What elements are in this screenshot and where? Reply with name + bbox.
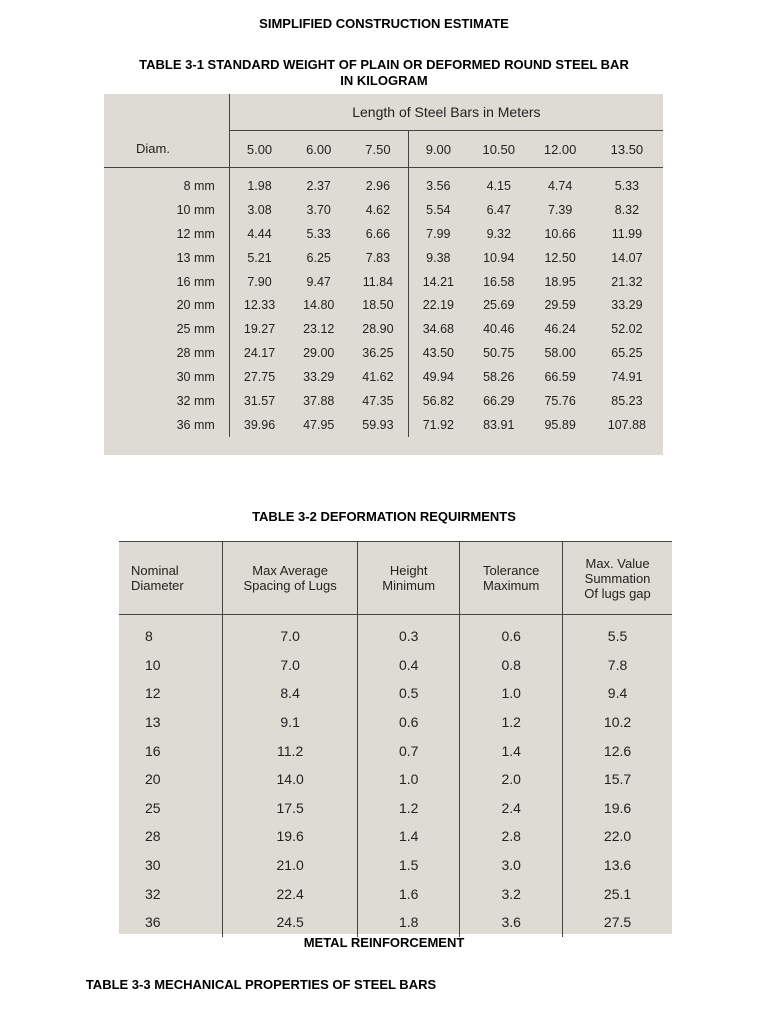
table-row <box>104 168 663 198</box>
value-cell: 24.5 <box>223 908 358 937</box>
nominal-diameter: 16 <box>145 742 161 759</box>
weight-cell: 3.56 <box>408 168 468 198</box>
value-cell: 8.4 <box>223 679 358 708</box>
length-span-header: Length of Steel Bars in Meters <box>229 94 663 131</box>
value-cell: 0.6 <box>460 615 563 651</box>
weight-cell: 31.57 <box>229 389 289 413</box>
weight-cell: 19.27 <box>229 317 289 341</box>
bar-diameter: 36 mm <box>176 417 215 432</box>
table-row <box>104 270 663 294</box>
table-3-3-caption: TABLE 3-3 MECHANICAL PROPERTIES OF STEEL BARS <box>85 977 437 992</box>
weight-cell: 58.00 <box>544 346 576 361</box>
table-row <box>104 198 663 222</box>
nominal-diameter: 25 <box>145 799 161 816</box>
table-3-2-caption: TABLE 3-2 DEFORMATION REQUIRMENTS <box>252 509 516 524</box>
weight-cell: 2.37 <box>306 178 331 193</box>
weight-cell: 14.80 <box>303 298 335 313</box>
weight-cell: 28.90 <box>362 322 394 337</box>
value-cell: 9.4 <box>563 679 672 708</box>
weight-cell: 29.00 <box>303 346 335 361</box>
weight-cell: 11.84 <box>362 274 394 289</box>
weight-cell: 29.59 <box>544 298 576 313</box>
weight-cell: 46.24 <box>544 322 576 337</box>
weight-cell: 36.25 <box>362 346 394 361</box>
value-cell: 3.6 <box>460 908 563 937</box>
table-row <box>104 293 663 317</box>
value-cell: 7.0 <box>223 651 358 680</box>
weight-cell: 40.46 <box>483 322 515 337</box>
weight-cell: 34.68 <box>408 317 468 341</box>
nominal-diameter: 36 <box>145 914 161 931</box>
weight-cell: 52.02 <box>611 322 643 337</box>
value-cell: 0.8 <box>460 651 563 680</box>
table-row <box>119 651 672 680</box>
table-3-1-caption-line1: TABLE 3-1 STANDARD WEIGHT OF PLAIN OR DEFORMED ROUND STEEL BAR <box>139 57 629 72</box>
weight-cell: 14.21 <box>408 270 468 294</box>
weight-cell: 10.94 <box>483 250 515 265</box>
value-cell: 14.0 <box>223 765 358 794</box>
length-header: 5.00 <box>229 131 289 168</box>
weight-cell: 5.21 <box>229 246 289 270</box>
weight-cell: 8.32 <box>614 202 640 217</box>
weight-cell: 50.75 <box>483 346 515 361</box>
weight-cell: 95.89 <box>544 417 576 432</box>
value-cell: 22.4 <box>223 879 358 908</box>
column-header-line: Max. Value <box>585 555 650 571</box>
column-header <box>119 542 223 615</box>
weight-cell: 18.50 <box>362 298 394 313</box>
weight-cell: 4.74 <box>547 178 573 193</box>
nominal-diameter: 28 <box>145 828 161 845</box>
weight-cell: 58.26 <box>483 370 515 385</box>
weight-cell: 27.75 <box>229 365 289 389</box>
column-header-line: Minimum <box>382 578 436 593</box>
column-header <box>223 542 358 615</box>
value-cell: 11.2 <box>223 736 358 765</box>
bar-diameter: 8 mm <box>183 178 215 193</box>
weight-cell: 16.58 <box>483 274 515 289</box>
weight-cell: 74.91 <box>611 370 643 385</box>
weight-cell: 7.99 <box>408 222 468 246</box>
weight-cell: 85.23 <box>611 393 643 408</box>
length-header: 10.50 <box>468 131 529 168</box>
table-row <box>104 389 663 413</box>
table-row <box>119 679 672 708</box>
weight-cell: 47.95 <box>303 417 335 432</box>
value-cell: 2.0 <box>460 765 563 794</box>
nominal-diameter: 20 <box>145 771 161 788</box>
table-row <box>104 365 663 389</box>
weight-cell: 5.33 <box>614 178 640 193</box>
weight-cell: 6.47 <box>486 202 511 217</box>
value-cell: 22.0 <box>563 822 672 851</box>
weight-cell: 23.12 <box>303 322 335 337</box>
weight-cell: 107.88 <box>607 417 647 432</box>
table-row <box>119 908 672 937</box>
length-header: 13.50 <box>591 131 663 168</box>
weight-cell: 9.47 <box>306 274 331 289</box>
table-3-1-caption <box>0 57 768 89</box>
weight-cell: 10.66 <box>544 226 576 241</box>
column-header <box>357 542 459 615</box>
table-row <box>104 341 663 365</box>
weight-cell: 21.32 <box>611 274 643 289</box>
column-header-line: Diameter <box>131 578 184 593</box>
table-row <box>119 822 672 851</box>
value-cell: 0.5 <box>357 679 459 708</box>
weight-cell: 5.54 <box>408 198 468 222</box>
weight-cell: 47.35 <box>362 393 394 408</box>
table-row <box>104 317 663 341</box>
section-heading: METAL REINFORCEMENT <box>303 935 465 950</box>
weight-cell: 41.62 <box>362 370 394 385</box>
value-cell: 0.4 <box>357 651 459 680</box>
table-row <box>119 879 672 908</box>
value-cell: 0.3 <box>357 615 459 651</box>
table-row <box>119 708 672 737</box>
weight-cell: 3.70 <box>306 202 331 217</box>
column-header <box>563 542 672 615</box>
weight-cell: 7.90 <box>229 270 289 294</box>
weight-cell: 66.29 <box>483 393 515 408</box>
table-row <box>119 615 672 651</box>
value-cell: 12.6 <box>563 736 672 765</box>
bar-diameter: 16 mm <box>176 274 215 289</box>
value-cell: 1.0 <box>460 679 563 708</box>
bar-diameter: 10 mm <box>176 202 215 217</box>
weight-cell: 1.98 <box>229 168 289 198</box>
weight-cell: 71.92 <box>408 413 468 437</box>
nominal-diameter: 32 <box>145 885 161 902</box>
weight-cell: 7.83 <box>365 250 391 265</box>
table-row <box>104 246 663 270</box>
column-header-line: Of lugs gap <box>584 585 651 601</box>
diam-header: Diam. <box>104 131 229 168</box>
weight-cell: 11.99 <box>611 226 643 241</box>
weight-cell: 25.69 <box>483 298 515 313</box>
column-header-line: Height <box>389 563 428 578</box>
nominal-diameter: 13 <box>145 714 161 731</box>
weight-cell: 9.32 <box>486 226 511 241</box>
value-cell: 1.5 <box>357 851 459 880</box>
weight-cell: 12.50 <box>544 250 576 265</box>
table-row <box>119 765 672 794</box>
weight-cell: 83.91 <box>483 417 515 432</box>
value-cell: 1.8 <box>357 908 459 937</box>
value-cell: 19.6 <box>563 794 672 823</box>
value-cell: 3.2 <box>460 879 563 908</box>
table-3-2-deformation-requirements <box>119 541 672 934</box>
table-3-1-caption-line2: IN KILOGRAM <box>340 73 428 88</box>
bar-diameter: 25 mm <box>176 322 215 337</box>
value-cell: 1.4 <box>357 822 459 851</box>
column-header-line: Tolerance <box>483 563 540 578</box>
nominal-diameter: 10 <box>145 656 161 673</box>
column-header-line: Max Average <box>252 563 328 578</box>
diam-header-blank <box>104 94 229 131</box>
weight-cell: 59.93 <box>362 417 394 432</box>
table-row <box>119 794 672 823</box>
column-header <box>460 542 563 615</box>
value-cell: 2.4 <box>460 794 563 823</box>
length-header: 9.00 <box>408 131 468 168</box>
weight-cell: 37.88 <box>303 393 335 408</box>
weight-cell: 22.19 <box>408 293 468 317</box>
value-cell: 1.2 <box>460 708 563 737</box>
value-cell: 0.7 <box>357 736 459 765</box>
weight-cell: 4.44 <box>229 222 289 246</box>
weight-cell: 6.25 <box>306 250 331 265</box>
value-cell: 10.2 <box>563 708 672 737</box>
weight-cell: 49.94 <box>408 365 468 389</box>
value-cell: 1.0 <box>357 765 459 794</box>
value-cell: 1.4 <box>460 736 563 765</box>
weight-cell: 3.08 <box>229 198 289 222</box>
weight-cell: 14.07 <box>611 250 643 265</box>
bar-diameter: 30 mm <box>176 370 215 385</box>
bar-diameter: 20 mm <box>176 298 215 313</box>
table-row <box>119 851 672 880</box>
table-row <box>104 222 663 246</box>
value-cell: 25.1 <box>563 879 672 908</box>
column-header-line: Nominal <box>131 563 179 578</box>
weight-cell: 43.50 <box>408 341 468 365</box>
weight-cell: 65.25 <box>611 346 643 361</box>
weight-cell: 9.38 <box>408 246 468 270</box>
bar-diameter: 32 mm <box>176 393 215 408</box>
value-cell: 19.6 <box>223 822 358 851</box>
length-header: 6.00 <box>289 131 348 168</box>
value-cell: 27.5 <box>563 908 672 937</box>
value-cell: 3.0 <box>460 851 563 880</box>
value-cell: 7.8 <box>563 651 672 680</box>
nominal-diameter: 30 <box>145 857 161 874</box>
column-header-line: Spacing of Lugs <box>243 578 337 593</box>
weight-cell: 4.62 <box>365 202 391 217</box>
table-row <box>119 736 672 765</box>
bar-diameter: 28 mm <box>176 346 215 361</box>
value-cell: 17.5 <box>223 794 358 823</box>
weight-cell: 33.29 <box>611 298 643 313</box>
weight-cell: 7.39 <box>547 202 573 217</box>
weight-cell: 4.15 <box>486 178 511 193</box>
weight-cell: 66.59 <box>544 370 576 385</box>
value-cell: 21.0 <box>223 851 358 880</box>
weight-cell: 75.76 <box>544 393 576 408</box>
value-cell: 13.6 <box>563 851 672 880</box>
weight-cell: 24.17 <box>229 341 289 365</box>
page-title: SIMPLIFIED CONSTRUCTION ESTIMATE <box>259 16 509 31</box>
value-cell: 15.7 <box>563 765 672 794</box>
length-header: 12.00 <box>529 131 590 168</box>
weight-cell: 6.66 <box>365 226 391 241</box>
weight-cell: 56.82 <box>408 389 468 413</box>
nominal-diameter: 12 <box>145 685 161 702</box>
value-cell: 7.0 <box>223 615 358 651</box>
column-header-line: Maximum <box>483 578 540 593</box>
weight-cell: 18.95 <box>544 274 576 289</box>
value-cell: 9.1 <box>223 708 358 737</box>
value-cell: 1.6 <box>357 879 459 908</box>
weight-cell: 33.29 <box>303 370 335 385</box>
table-3-1-steel-bar-weights <box>104 94 663 455</box>
value-cell: 0.6 <box>357 708 459 737</box>
nominal-diameter: 8 <box>145 628 153 645</box>
bar-diameter: 12 mm <box>176 226 215 241</box>
weight-cell: 12.33 <box>229 293 289 317</box>
table-row <box>104 413 663 437</box>
length-header: 7.50 <box>348 131 408 168</box>
weight-cell: 5.33 <box>306 226 331 241</box>
value-cell: 1.2 <box>357 794 459 823</box>
value-cell: 5.5 <box>563 615 672 651</box>
column-header-line: Summation <box>584 570 651 586</box>
weight-cell: 39.96 <box>229 413 289 437</box>
value-cell: 2.8 <box>460 822 563 851</box>
weight-cell: 2.96 <box>365 178 391 193</box>
bar-diameter: 13 mm <box>176 250 215 265</box>
